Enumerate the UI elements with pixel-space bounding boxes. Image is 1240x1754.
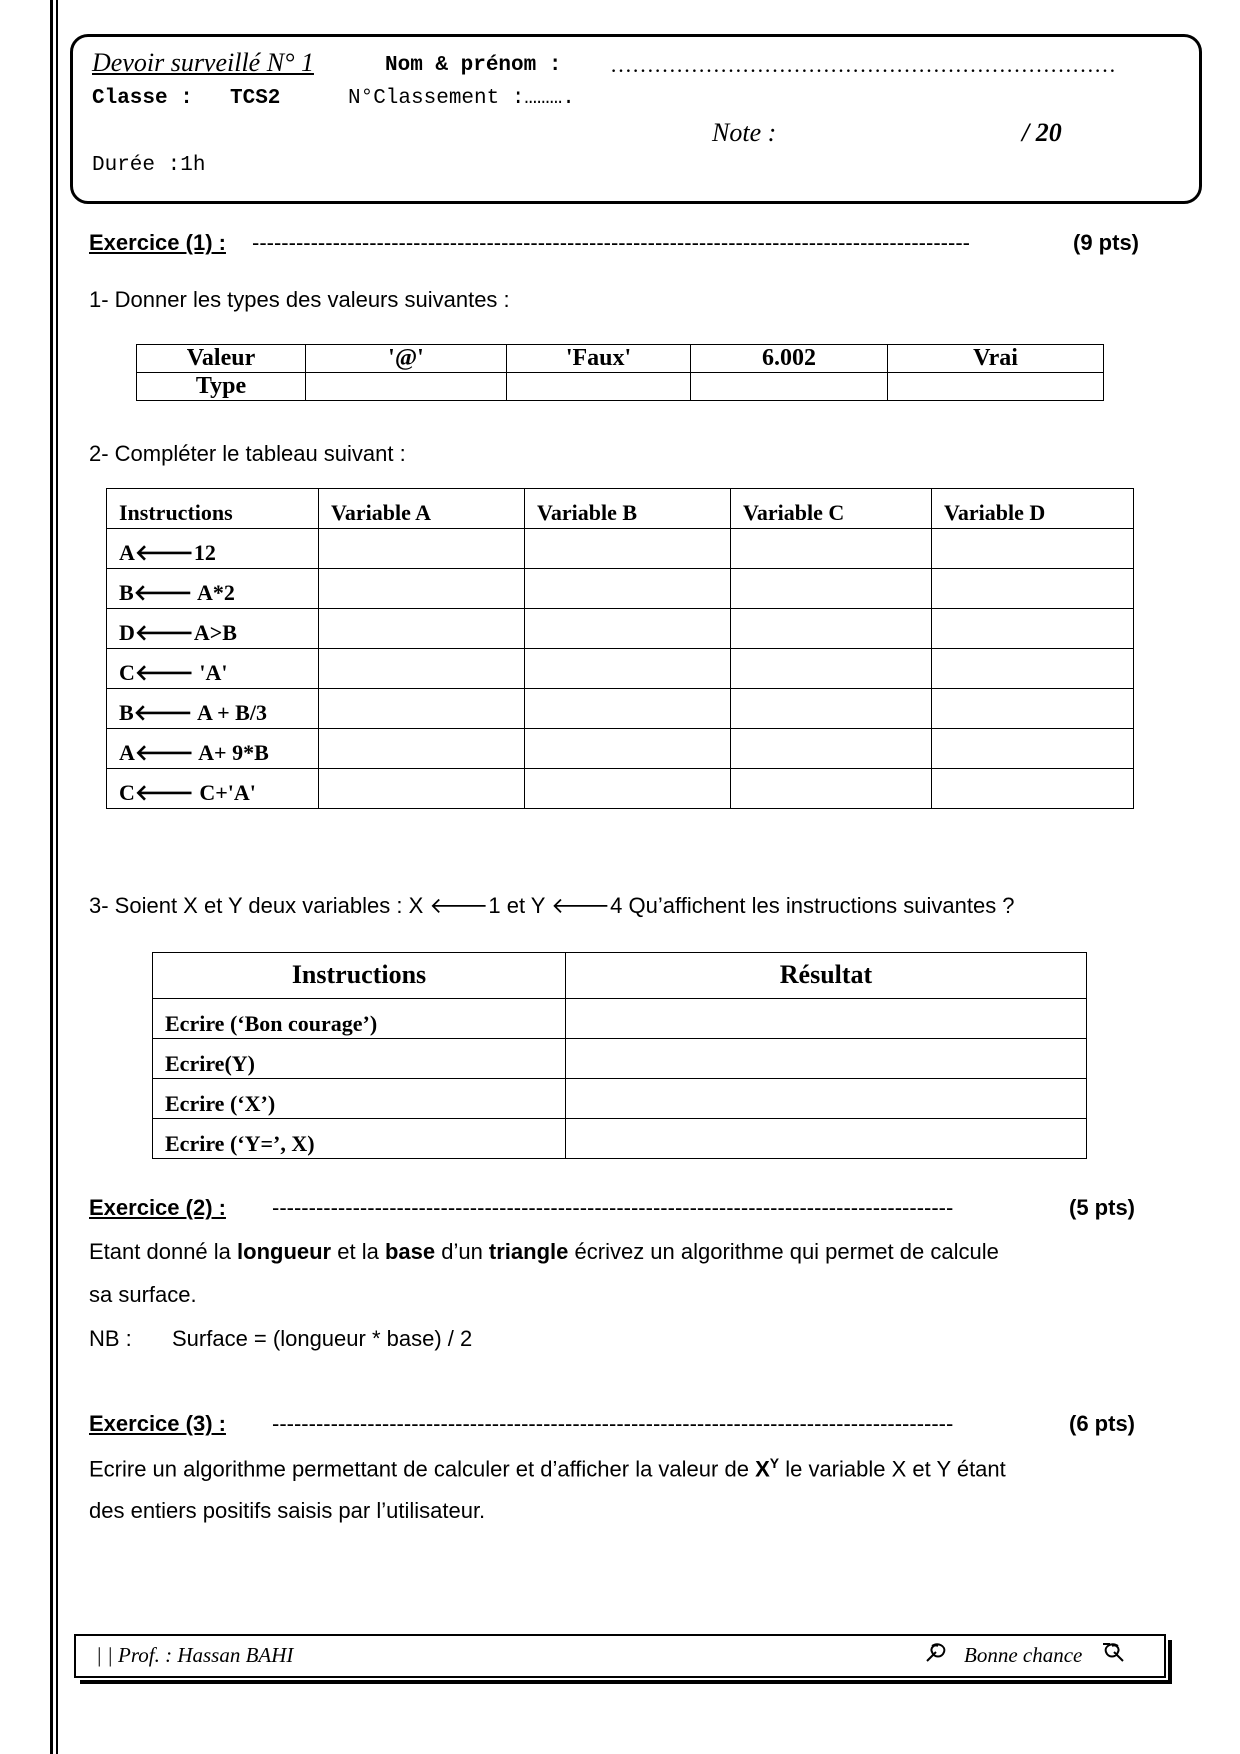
instruction-cell: Ecrire(Y): [153, 1039, 566, 1079]
class-value: TCS2: [230, 87, 281, 110]
answer-cell[interactable]: [731, 569, 932, 609]
table-row: [107, 609, 1134, 649]
answer-cell[interactable]: [566, 1039, 1087, 1079]
ex2-title: Exercice (2) :: [89, 1195, 226, 1220]
table-row: [137, 373, 1104, 401]
answer-cell[interactable]: [566, 1119, 1087, 1159]
ex2-statement-line2: sa surface.: [89, 1282, 197, 1307]
ex3-points: (6 pts): [1069, 1411, 1135, 1436]
instruction-cell: B🡐 A + B/3: [107, 689, 319, 729]
answer-cell[interactable]: [525, 689, 731, 729]
instruction-cell: A🡐12: [107, 529, 319, 569]
answer-cell[interactable]: [525, 649, 731, 689]
table-row: [153, 999, 1087, 1039]
ex1-q1: 1- Donner les types des valeurs suivantes :: [89, 287, 510, 312]
table-cell: Valeur: [137, 345, 306, 373]
answer-cell[interactable]: [319, 729, 525, 769]
name-field[interactable]: ……………………………………………………………: [610, 52, 1116, 77]
answer-cell[interactable]: [525, 769, 731, 809]
table-row: [107, 649, 1134, 689]
table-header-cell: Variable D: [932, 489, 1134, 529]
ex1-title: Exercice (1) :: [89, 230, 226, 255]
table-header-cell: Variable C: [731, 489, 932, 529]
ex2-dashes: ---------------------------------------------------------------------------------------------: [272, 1195, 954, 1220]
instruction-cell: D🡐A>B: [107, 609, 319, 649]
answer-cell[interactable]: [888, 373, 1104, 401]
answer-cell[interactable]: [932, 689, 1134, 729]
table-row: [153, 953, 1087, 999]
table-row: [153, 1079, 1087, 1119]
table-row: [107, 689, 1134, 729]
table-cell: 6.002: [691, 345, 888, 373]
ex1-points: (9 pts): [1073, 230, 1139, 255]
table-header-cell: Résultat: [566, 953, 1087, 999]
ex2-points: (5 pts): [1069, 1195, 1135, 1220]
answer-cell[interactable]: [319, 689, 525, 729]
ex3-dashes: ---------------------------------------------------------------------------------------------: [272, 1411, 954, 1436]
answer-cell[interactable]: [319, 609, 525, 649]
ex1-dashes: --------------------------------------------------------------------------------------------------: [252, 230, 970, 255]
duration: Durée :1h: [92, 154, 206, 177]
table-row: [107, 769, 1134, 809]
instruction-cell: C🡐 C+'A': [107, 769, 319, 809]
answer-cell[interactable]: [932, 609, 1134, 649]
answer-cell[interactable]: [525, 729, 731, 769]
name-label: Nom & prénom :: [385, 54, 562, 77]
class-label: Classe :: [92, 87, 193, 110]
ex3-statement-line1: Ecrire un algorithme permettant de calculer et d’afficher la valeur de $X^Y$ le variable X et Y étant: [89, 1455, 1006, 1482]
instruction-cell: Ecrire (‘Bon courage’): [153, 999, 566, 1039]
ex2-statement-line1: Etant donné la longueur et la base d’un triangle écrivez un algorithme qui permet de calcule: [89, 1239, 999, 1264]
footer-bonne-chance: Bonne chance: [964, 1643, 1083, 1667]
answer-cell[interactable]: [731, 729, 932, 769]
table-cell: Vrai: [888, 345, 1104, 373]
left-border-line: [50, 0, 53, 1754]
ex2-nb-label: NB :: [89, 1326, 132, 1351]
exam-title: Devoir surveillé N° 1: [92, 48, 314, 77]
note-total: / 20: [1022, 118, 1062, 147]
answer-cell[interactable]: [507, 373, 691, 401]
answer-cell[interactable]: [525, 569, 731, 609]
answer-cell[interactable]: [731, 689, 932, 729]
answer-cell[interactable]: [319, 569, 525, 609]
answer-cell[interactable]: [731, 609, 932, 649]
answer-cell[interactable]: [306, 373, 507, 401]
ex1-q3: 3- Soient X et Y deux variables : X 🡐1 et Y 🡐4 Qu’affichent les instructions suivantes ?: [89, 893, 1015, 918]
table-cell: '@': [306, 345, 507, 373]
ex3-statement-line2: des entiers positifs saisis par l’utilisateur.: [89, 1498, 486, 1523]
footer-prof: | | Prof. : Hassan BAHI: [96, 1643, 294, 1667]
pen-icon-right: [1100, 1640, 1126, 1669]
answer-cell[interactable]: [731, 649, 932, 689]
table-row: [137, 345, 1104, 373]
note-label: Note :: [712, 118, 777, 147]
instruction-cell: A🡐 A+ 9*B: [107, 729, 319, 769]
results-table: [152, 952, 1087, 1159]
answer-cell[interactable]: [731, 529, 932, 569]
table-row: [153, 1039, 1087, 1079]
ex3-title: Exercice (3) :: [89, 1411, 226, 1436]
table-row: [107, 489, 1134, 529]
answer-cell[interactable]: [932, 569, 1134, 609]
instruction-cell: Ecrire (‘X’): [153, 1079, 566, 1119]
answer-cell[interactable]: [932, 729, 1134, 769]
answer-cell[interactable]: [932, 529, 1134, 569]
ex2-nb-formula: Surface = (longueur * base) / 2: [172, 1326, 473, 1351]
answer-cell[interactable]: [319, 649, 525, 689]
table-header-cell: Instructions: [107, 489, 319, 529]
table-row: [107, 529, 1134, 569]
answer-cell[interactable]: [932, 649, 1134, 689]
instruction-cell: C🡐 'A': [107, 649, 319, 689]
table-cell: Type: [137, 373, 306, 401]
left-border-line-inner: [56, 0, 58, 1754]
ex1-q2: 2- Compléter le tableau suivant :: [89, 441, 406, 466]
variables-table: [106, 488, 1134, 809]
table-row: [107, 729, 1134, 769]
answer-cell[interactable]: [932, 769, 1134, 809]
answer-cell[interactable]: [525, 609, 731, 649]
instruction-cell: Ecrire (‘Y=’, X): [153, 1119, 566, 1159]
table-header-cell: Variable A: [319, 489, 525, 529]
answer-cell[interactable]: [319, 769, 525, 809]
instruction-cell: B🡐 A*2: [107, 569, 319, 609]
table-header-cell: Instructions: [153, 953, 566, 999]
answer-cell[interactable]: [525, 529, 731, 569]
answer-cell[interactable]: [566, 999, 1087, 1039]
table-row: [153, 1119, 1087, 1159]
pen-icon-left: [924, 1640, 950, 1669]
table-row: [107, 569, 1134, 609]
answer-cell[interactable]: [731, 769, 932, 809]
classement-field[interactable]: N°Classement :……….: [348, 87, 575, 110]
table-cell: 'Faux': [507, 345, 691, 373]
answer-cell[interactable]: [691, 373, 888, 401]
answer-cell[interactable]: [319, 529, 525, 569]
types-table: [136, 344, 1104, 401]
table-header-cell: Variable B: [525, 489, 731, 529]
answer-cell[interactable]: [566, 1079, 1087, 1119]
